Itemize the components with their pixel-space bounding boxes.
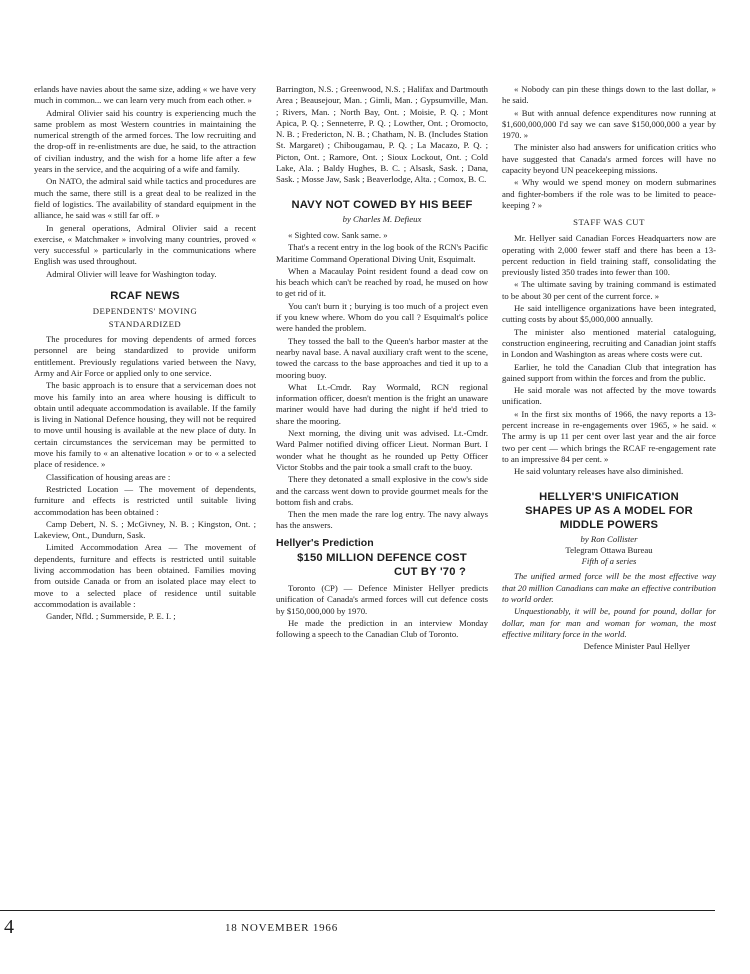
paragraph: Then the men made the rare log entry. The navy always has the answers. [276,509,488,531]
issue-date: 18 NOVEMBER 1966 [225,922,339,934]
paragraph: Limited Accommodation Area — The movement of dependents, furniture and effects is restricted until suitable living accommodation has been obtained. Families moving from outside Canada or from an isolated place may elect to move to a selected place of residence until suitable accommodation is available : [34,542,256,609]
unification-heading-line3: MIDDLE POWERS [559,518,659,531]
rcaf-subheading-line2: STANDARDIZED [108,319,182,330]
paragraph: You can't burn it ; burying is too much of a project even if you knew where. Whom do you call ? Esquimalt's police were handed the problem. [276,300,488,334]
page-number: 4 [4,916,14,938]
paragraph: Gander, Nfld. ; Summerside, P. E. I. ; [46,611,176,622]
paragraph: The procedures for moving dependents of armed forces personnel are being standardized to provide uniform entitlement. Previously regulations varied between the Navy, Army and Air Force or applied only to one service. [34,334,256,378]
column-middle [276,84,488,641]
unification-byline: by Ron Collister [580,533,638,544]
paragraph: There they detonated a small explosive in the cow's side and the carcass went down to provide gourmet meals for the bottom fish and crabs. [276,474,488,507]
paragraph: What Lt.-Cmdr. Ray Wormald, RCN regional information officer, doesn't mention is the fright an unaware mariner would have had during the night if he'd tried to share the mooring. [276,381,488,426]
paragraph: « Nobody can pin these things down to the last dollar, » he said. [502,84,716,106]
column-left [34,84,256,623]
paragraph: The minister also mentioned material cataloguing, construction engineering, recruiting and Canadian joint staffs in London and Washington as areas where costs were cut. [502,326,716,360]
paragraph: He said intelligence organizations have been integrated, cutting costs by about $5,000,000 annually. [502,303,716,325]
defence-cost-heading-line2: CUT BY '70 ? [394,565,466,578]
paragraph: They tossed the ball to the Queen's harbor master at the nearby naval base. A naval auxiliary craft went to the scene, towed the carcass to the base approaches and tied it up to a mooring buoy. [276,335,488,380]
rcaf-subheading-line1: DEPENDENTS' MOVING [92,306,198,317]
rcaf-news-heading: RCAF NEWS [110,290,180,303]
paragraph: Camp Debert, N. S. ; McGivney, N. B. ; Kingston, Ont. ; Lakeview, Ont., Dundurn, Sask. [34,518,256,541]
quote-paragraph: Unquestionably, it will be, pound for pound, dollar for dollar, man for man and woman for woman, the most effective military force in the world. [502,606,716,639]
paragraph: Classification of housing areas are : [46,471,171,482]
paragraph: The minister also had answers for unification critics who have suggested that Canada's armed forces will have no capacity beyond UN peacekeeping missions. [502,142,716,176]
navy-heading: NAVY NOT COWED BY HIS BEEF [291,198,473,211]
paragraph: He said voluntary releases have also diminished. [514,466,684,477]
paragraph: Admiral Olivier said his country is experiencing much the same problem as most Western countries in maintaining the numerical strength of the armed forces. The low recruiting and the drop-off in re-enlistments are due, he said, to the attraction of civilian industry, and the wish for a home life after a few years in the service, and the acquiring of a wife and family. [34,107,256,175]
paragraph: « Why would we spend money on modern submarines and fighter-bombers if the role was to be limited to peace-keeping ? » [502,177,716,210]
paragraph: « But with annual defence expenditures now running at $1,600,000,000 I'd say we can save $150,000,000 a year by 1970. » [502,107,716,141]
paragraph: « Sighted cow. Sank same. » [288,229,388,240]
unification-source: Telegram Ottawa Bureau [565,544,653,555]
paragraph: Earlier, he told the Canadian Club that integration has gained support from within the forces and from the public. [502,361,716,383]
paragraph: On NATO, the admiral said while tactics and procedures are much the same, there still is a great deal to be realized in the field of logistics. The availability of standard equipment in the alliance, he said was « still far off. » [34,176,256,221]
paragraph: Next morning, the diving unit was advised. Lt.-Cmdr. Ward Palmer notified diving officer Lieut. Norman Burt. I wonder what he thought as he rounded up Petty Officer Victor Stobbs and the pair took a small craft to the buoy. [276,428,488,472]
paragraph: Mr. Hellyer said Canadian Forces Headquarters now are operating with 2,000 fewer staff and there has been a 13-percent reduction in field training staff, consolidating the previously listed 350 trades into fewer than 100. [502,233,716,278]
defence-cost-heading-line1: $150 MILLION DEFENCE COST [297,551,467,564]
paragraph: He made the prediction in an interview Monday following a speech to the Canadian Club of Toronto. [276,617,488,640]
paragraph: erlands have navies about the same size, adding « we have very much in common... we can learn very much from each other. » [34,84,256,106]
paragraph: That's a recent entry in the log book of the RCN's Pacific Maritime Command Operational Diving Unit, Esquimalt. [276,242,488,264]
minister-quote [502,571,716,640]
paragraph: Barrington, N.S. ; Greenwood, N.S. ; Halifax and Dartmouth Area ; Beausejour, Man. ; Gimli, Man. ; Gypsumville, Man. ; Rivers, Man. ; North Bay, Ont. ; Moisie, P. Q. ; Mont Apica, P. Q. ; Senneterre, P. Q. ; Lowther, Ont. ; Oromocto, N. B. ; Fredericton, N. B. ; Chatham, N. B. (Includes Station St. Margaret) ; Chibougamau, P. Q. ; La Macazo, P. Q. ; Picton, Ont. ; Ramore, Ont. ; Sioux Lockout, Ont. ; Cold Lake, Ala. ; Baldy Hughes, B. C. ; Alsask, Sask. ; Dana, Sask. ; Mosse Jaw, Sask ; Beaverlodge, Alta. ; Comox, B. C. [276,84,488,185]
paragraph: « In the first six months of 1966, the navy reports a 13-percent increase in re-engagements over 1965, » he said. « The army is up 11 per cent over last year and the air force two per cent — which brings the RCAF re-engagement rate to an impressive 84 per cent. » [502,408,716,464]
quote-signature: Defence Minister Paul Hellyer [583,641,690,652]
navy-byline: by Charles M. Defieux [342,213,422,224]
paragraph: Toronto (CP) — Defence Minister Hellyer predicts unification of Canada's armed forces will cut defence costs by $150,000,000 by 1970. [276,582,488,616]
column-right [502,84,716,652]
quote-paragraph: The unified armed force will be the most effective way that 20 million Canadians can make an effective contribution to world order. [502,571,716,604]
paragraph: He said morale was not affected by the move towards unification. [502,385,716,407]
paragraph: The basic approach is to ensure that a serviceman does not move his family into an area where housing is difficult to obtain until adequate accommodation is available. If the family is living in National Defence housing, they will not be required to move until housing is available at the new place of duty. In certain circumstances the serviceman may be permitted to move his family to « an altenative location » or to « a selected place of residence. » [34,380,256,470]
unification-heading-line2: SHAPES UP AS A MODEL FOR [525,504,693,517]
prediction-heading: Hellyer's Prediction [276,536,374,549]
paragraph: « The ultimate saving by training command is estimated to be about 30 per cent of the current force. » [502,279,716,301]
paragraph: In general operations, Admiral Olivier said a recent exercise, « Matchmaker » involving many countries, proved « very successful » particularly in the communications where English was used throughout. [34,222,256,267]
paragraph: Admiral Olivier will leave for Washington today. [46,268,217,279]
unification-series: Fifth of a series [581,556,637,567]
unification-heading-line1: HELLYER'S UNIFICATION [539,490,679,503]
footer-rule [0,910,715,911]
staff-cut-heading: STAFF WAS CUT [573,217,645,228]
paragraph: Restricted Location — The movement of dependents, furniture and effects is restricted until suitable living accommodation has been obtained : [34,483,256,517]
paragraph: When a Macaulay Point resident found a dead cow on his beach which can't be reached by road, he mused on how to get rid of it. [276,265,488,299]
